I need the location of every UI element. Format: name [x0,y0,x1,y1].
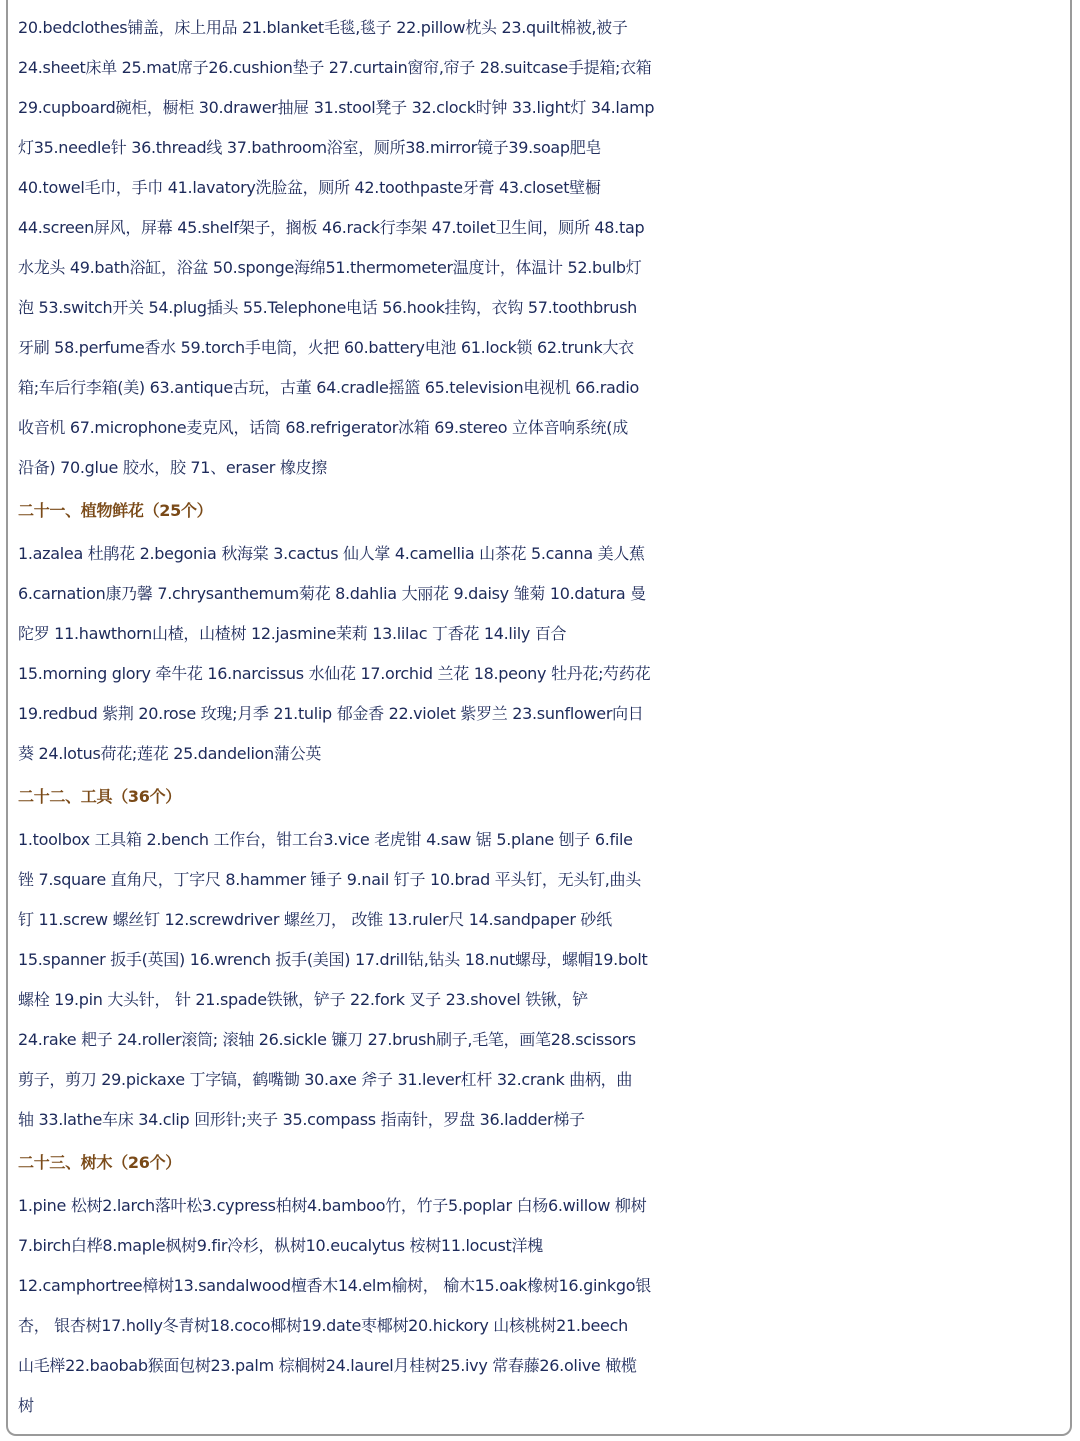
section-heading: 二十一、植物鲜花（25个） [18,501,213,520]
text-line: 杏， 银杏树17.holly冬青树18.coco椰树19.date枣椰树20.hickory 山核桃树21.beech [18,1316,628,1335]
text-line: 葵 24.lotus荷花;莲花 25.dandelion蒲公英 [18,744,322,763]
text-line: 泡 53.switch开关 54.plug插头 55.Telephone电话 56.hook挂钩，衣钩 57.toothbrush [18,298,637,317]
section-tools [18,774,1068,1140]
text-line: 24.rake 耙子 24.roller滚筒; 滚轴 26.sickle 镰刀 27.brush刷子,毛笔，画笔28.scissors [18,1030,636,1049]
text-line: 螺栓 19.pin 大头针， 针 21.spade铁锹，铲子 22.fork 叉子 23.shovel 铁锹，铲 [18,990,588,1009]
section-heading: 二十二、工具（36个） [18,787,181,806]
text-line: 15.spanner 扳手(英国) 16.wrench 扳手(美国) 17.drill钻,钻头 18.nut螺母，螺帽19.bolt [18,950,648,969]
text-line: 箱;车后行李箱(美) 63.antique古玩，古董 64.cradle摇篮 65.television电视机 66.radio [18,378,640,397]
text-line: 沿备) 70.glue 胶水，胶 71、eraser 橡皮擦 [18,458,327,477]
section-heading: 二十三、树木（26个） [18,1153,181,1172]
text-line: 水龙头 49.bath浴缸，浴盆 50.sponge海绵51.thermometer温度计，体温计 52.bulb灯 [18,258,642,277]
text-line: 20.bedclothes铺盖，床上用品 21.blanket毛毯,毯子 22.pillow枕头 23.quilt棉被,被子 [18,18,628,37]
text-line: 29.cupboard碗柜，橱柜 30.drawer抽屉 31.stool凳子 32.clock时钟 33.light灯 34.lamp [18,98,655,117]
section-trees [18,1140,1068,1426]
vocabulary-document [18,8,1068,1426]
text-line: 剪子，剪刀 29.pickaxe 丁字镐，鹤嘴锄 30.axe 斧子 31.lever杠杆 32.crank 曲柄，曲 [18,1070,633,1089]
text-line: 山毛榉22.baobab猴面包树23.palm 棕榈树24.laurel月桂树25.ivy 常春藤26.olive 橄榄 [18,1356,637,1375]
text-line: 树 [18,1396,34,1415]
text-line: 牙刷 58.perfume香水 59.torch手电筒，火把 60.battery电池 61.lock锁 62.trunk大衣 [18,338,634,357]
text-line: 40.towel毛巾，手巾 41.lavatory洗脸盆，厕所 42.toothpaste牙膏 43.closet壁橱 [18,178,601,197]
text-line: 陀罗 11.hawthorn山楂，山楂树 12.jasmine茉莉 13.lilac 丁香花 14.lily 百合 [18,624,567,643]
text-line: 1.azalea 杜鹃花 2.begonia 秋海棠 3.cactus 仙人掌 4.camellia 山茶花 5.canna 美人蕉 [18,544,645,563]
text-line: 钉 11.screw 螺丝钉 12.screwdriver 螺丝刀， 改锥 13.ruler尺 14.sandpaper 砂纸 [18,910,612,929]
text-line: 1.pine 松树2.larch落叶松3.cypress柏树4.bamboo竹，竹子5.poplar 白杨6.willow 柳树 [18,1196,647,1215]
text-line: 44.screen屏风，屏幕 45.shelf架子，搁板 46.rack行李架 47.toilet卫生间，厕所 48.tap [18,218,645,237]
section-flowers [18,488,1068,774]
section-household-items [18,8,1068,488]
text-line: 7.birch白桦8.maple枫树9.fir冷杉，枞树10.eucalytus 桉树11.locust洋槐 [18,1236,543,1255]
text-line: 1.toolbox 工具箱 2.bench 工作台，钳工台3.vice 老虎钳 4.saw 锯 5.plane 刨子 6.file [18,830,633,849]
text-line: 灯35.needle针 36.thread线 37.bathroom浴室，厕所38.mirror镜子39.soap肥皂 [18,138,602,157]
text-line: 12.camphortree樟树13.sandalwood檀香木14.elm榆树， 榆木15.oak橡树16.ginkgo银 [18,1276,651,1295]
text-line: 轴 33.lathe车床 34.clip 回形针;夹子 35.compass 指南针，罗盘 36.ladder梯子 [18,1110,585,1129]
text-line: 19.redbud 紫荆 20.rose 玫瑰;月季 21.tulip 郁金香 22.violet 紫罗兰 23.sunflower向日 [18,704,644,723]
text-line: 收音机 67.microphone麦克风，话筒 68.refrigerator冰箱 69.stereo 立体音响系统(成 [18,418,628,437]
text-line: 24.sheet床单 25.mat席子26.cushion垫子 27.curtain窗帘,帘子 28.suitcase手提箱;衣箱 [18,58,652,77]
text-line: 6.carnation康乃馨 7.chrysanthemum菊花 8.dahlia 大丽花 9.daisy 雏菊 10.datura 曼 [18,584,646,603]
text-line: 15.morning glory 牵牛花 16.narcissus 水仙花 17.orchid 兰花 18.peony 牡丹花;芍药花 [18,664,651,683]
text-line: 锉 7.square 直角尺，丁字尺 8.hammer 锤子 9.nail 钉子 10.brad 平头钉，无头钉,曲头 [18,870,641,889]
